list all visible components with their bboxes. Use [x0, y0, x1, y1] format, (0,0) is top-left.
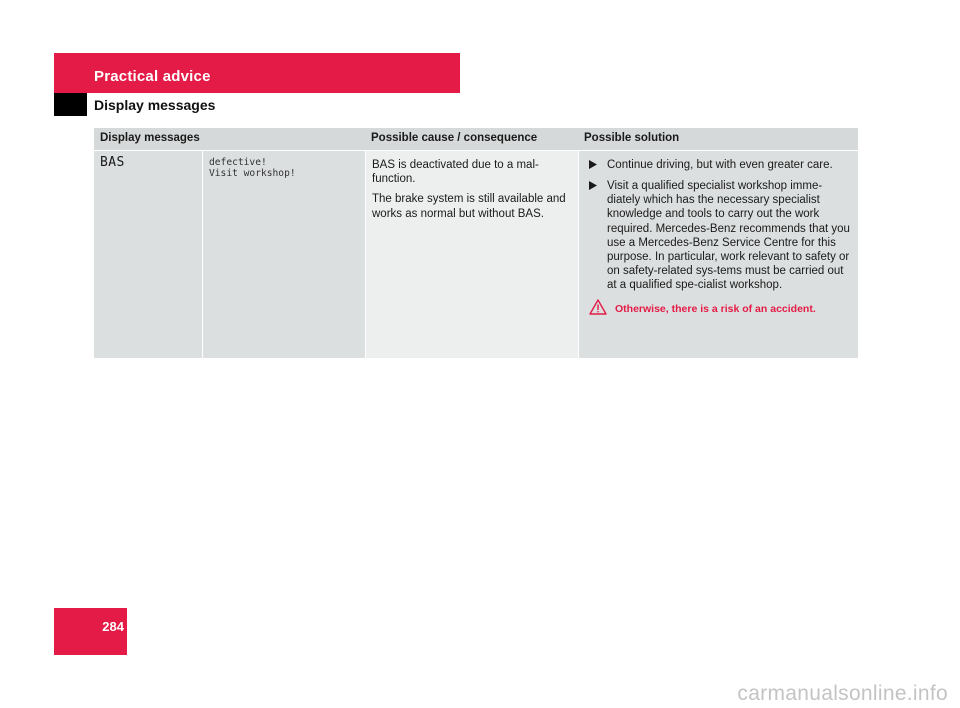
message-text-cell	[202, 150, 365, 358]
section-header	[54, 53, 460, 93]
cause-cell	[365, 150, 578, 358]
solution-step	[589, 179, 852, 293]
message-code: BAS	[100, 155, 125, 170]
play-arrow-icon	[589, 158, 607, 173]
warning-text: Otherwise, there is a risk of an accident.	[615, 302, 816, 315]
subsection-title: Display messages	[94, 97, 216, 113]
solution-cell	[578, 150, 858, 358]
page-number: 284	[102, 619, 124, 634]
section-title: Practical advice	[94, 68, 211, 85]
cause-paragraph: The brake system is still available and works as normal but without BAS.	[372, 193, 566, 220]
column-header-possible-cause: Possible cause / consequence	[365, 128, 578, 150]
message-line: defective!	[209, 157, 267, 168]
column-header-display-messages: Display messages	[94, 128, 365, 150]
solution-step	[589, 158, 852, 173]
subsection-marker	[54, 93, 87, 116]
solution-step-text: Visit a qualified specialist workshop imme-diately which has the necessary specialist knowledge and tools to carry out the work required. Mercedes-Benz recommends that you use a Mercedes-Benz Service Centre for this purpose. In particular, work relevant to safety or on safety-related sys-tems must be carried out at a qualified spe-cialist workshop.	[607, 180, 850, 292]
solution-step-text: Continue driving, but with even greater care.	[607, 159, 833, 171]
column-header-possible-solution: Possible solution	[578, 128, 858, 150]
page-number-box	[54, 608, 127, 655]
message-line: Visit workshop!	[209, 168, 296, 179]
warning-triangle-icon	[589, 299, 615, 319]
accident-warning	[589, 299, 852, 319]
display-messages-table	[94, 128, 858, 358]
message-code-cell	[94, 150, 202, 358]
watermark: carmanualsonline.info	[737, 682, 948, 705]
play-arrow-icon	[589, 179, 607, 293]
cause-paragraph: BAS is deactivated due to a mal-function.	[372, 159, 539, 186]
